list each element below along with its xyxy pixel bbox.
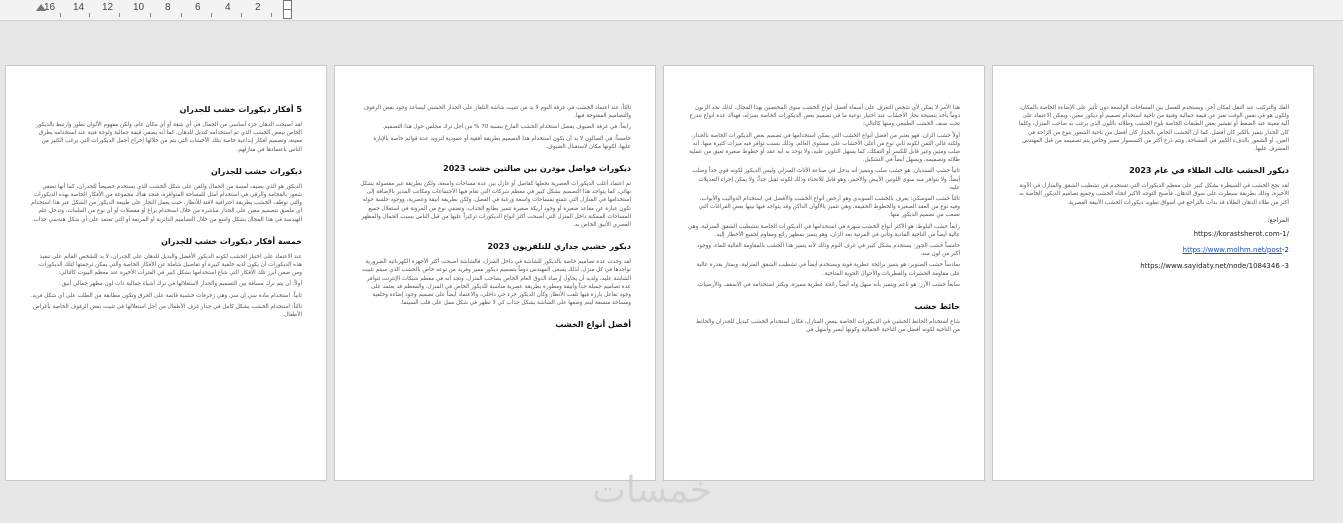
section-heading: ديكور الخشب غالب الطلاء في عام 2023 xyxy=(1129,166,1289,176)
ruler-number: 16 xyxy=(44,2,56,13)
horizontal-ruler[interactable] xyxy=(0,0,1343,21)
paragraph: ثالثاً: استخدام الخشب بشكل كامل في جدار غرف الأطفال من أجل استغلالها في تثبيت بعض الرفوف الخاصة بأغراض الأطفال. xyxy=(32,303,302,319)
paragraph: الديكور هو الذي يضيف لمسة من الجمال والفن على شكل الخشب الذي يستخدم خصيصاً للجدران، كما أنها تضفي شعور بالفخامة والرقي في استخدام أمثل للمساحة المتوافرة، فنجد هناك مجموعة من الأفكار الخاصة بهذه الديكورات والتي توظف الخشب بطريقة احترافية لافتة للأنظار، حيث يعمل النجار على طبيعة الديكور من الشكل عبر هذا استخدام أي ملصق بتصميم معين على الجدار مباشرة من خلال استخدام براغ أو مفصلات أو أي نوع من الملبنات، وتدخل علم الهندسة في هذا المجال بشكل واسع من خلال التصاميم الدائرية أو المربعة أو التي تعتمد على أي شكل هندسي جذاب. xyxy=(31,183,302,223)
reference-link[interactable]: https://www.molhm.net/post xyxy=(1182,245,1283,254)
ruler-number: 10 xyxy=(133,2,145,13)
paragraph: شاع استخدام الحائط الخشبي في الديكورات الخاصة ببعض المنازل، فكان استخدام الخشب كبديل للجدران والحائط من الناحية لكونه أفضل من الناحية الجمالية وكونها أيسر وأسهل في xyxy=(695,319,960,334)
paragraph: رابعاً خشب البلوط: هو الأكثر أنواع الخشب شهرة في استخدامها في الديكورات الخاصة بتشطيب الشقق المنزلية، وهي عالية أيضاً من الناحية المادية وتأتي في المرتبة بعد الزان، وهو يتميز بمظهر رائع ومقاوم لجميع الأخطار إليه. xyxy=(688,223,960,238)
reference-number: -2 xyxy=(1282,245,1289,254)
section-heading: ديكورات خشب للجدران xyxy=(211,166,302,176)
section-heading: حائط خشب xyxy=(914,302,960,312)
section-heading: خمسة أفكار ديكورات خشب للجدران xyxy=(161,236,302,246)
section-heading: ديكورات فواصل مودرن بين صالتين خشب 2023 xyxy=(443,164,631,174)
section-heading: أفضل أنواع الخشب xyxy=(555,320,631,330)
document-page-4[interactable] xyxy=(5,65,327,481)
document-page-1[interactable] xyxy=(992,65,1314,481)
paragraph: سادساً خشب الصنوبر: هو يتميز برائحة عطرية قوية ويستخدم أيضاً في تشطيب الشقق المنزلية، ويمتاز بقدرة عالية على مقاومة الحشرات والفطريات والأحوال الجوية المناخية. xyxy=(696,262,960,277)
paragraph: عند الاعتماد على اختيار الخشب لكونه الديكور الأفضل والبديل للدهان على الجدران، لا بد للشخص القائم على تنفيذ هذه الديكورات أن يكون لديه خلفية كبيرة أو تفاصيل شاملة عن الأفكار الخاصة والتي يمكن ترجمتها لتلك الديكورات، ومن ضمن أبرز تلك الأفكار التي شاع استخدامها بشكل كبير في الفترات الأخيرة عند معظم البيوت كالتالي: xyxy=(37,253,302,277)
paragraph: رابعاً: في غرفة الضيوف يفضل استخدام الخشب الفارغ بنسبة 70 % من أجل ترك مجلس حول هذا التصميم. xyxy=(382,124,631,131)
reference-entry: https://korastsherot.com-1/ xyxy=(1193,229,1289,238)
paragraph: لقد نجح الخشب في السيطرة بشكل كبير على معظم الديكورات التي تستخدم في تشطيب الشقق والمنازل في الآونة الأخيرة، وذلك بطريقة سيطرت على سوق الدهان، فأصبح التوجه الأكبر اتجاه الخشب وجميع تصاميم الديكور الخاصة به أكثر من طلاء الدهان الطلاء قد بدأت بالتراجع في أسواق تطويد ديكورات الخشب الأنيقة العصرية. xyxy=(1019,183,1289,206)
watermark-logo: خمسات xyxy=(592,470,713,511)
paragraph: سابعاً خشب الأرز: هو ناعم ويتميز بأنه سهل وله أيضاً رائحة عطرية مميزة، ويكثر استخدامه في الأسقف والأرضيات. xyxy=(696,281,960,288)
document-page-2[interactable] xyxy=(663,65,985,481)
document-page-3[interactable] xyxy=(334,65,656,481)
paragraph: ثالثاً خشب الموسكي: يعرف بالخشب السويدي وهو أرخص أنواع الخشب والأفضل في استخدام الدواليب والأبواب، وفيه نوع من العقد الصغيرة والخطوط الخفيفة، وهي تتميز بالألوان الداكن وقد يتواجد فيها بينها بعض الفراغات التي تصعب من تصميم الديكور منها. xyxy=(698,196,960,219)
paragraph: ثانياً خشب السنديان: هو خشب صلب ويتميز أنه يدخل في صناعة الأثاث المنزلي وليس الديكور لكونه قوي جداً وصلب أيضاً، ولا يتوافر منه سوى اللونين الأبيض والأحمر، وهو قابل للانحناء وذلك لكونه ثقيل جداً، ولا يمكن إجراء التعديلات عليه. xyxy=(692,168,960,191)
ruler-number: 2 xyxy=(255,2,261,13)
reference-entry xyxy=(1017,242,1289,258)
right-indent-marker-icon[interactable] xyxy=(283,0,292,19)
ruler-number: 4 xyxy=(225,2,231,13)
ruler-number: 12 xyxy=(102,2,114,13)
paragraph: أولاً: أن يتم ترك مسافة بين التصميم والجدار لاستغلالها في ترك أشياء جمالية ذات لون مظهر جمالي أنيق. xyxy=(59,281,302,288)
paragraph: لقد أصبحت الدهان جزء أساسي من الجمال في أي شقة أو أي مكان عام، ولكن مفهوم الألوان تطور وارتبط بالديكور الخاص ببعض الخشب الذي تم استخدامه كبديل للدهان، كما أنه يضفي قيمة جمالية ولوحة فنية عند استخدامه بطرق معينة، وتصميم أفكار إبداعية خاصة بتلك الأخشاب التي يتم من خلالها إخراج أجمل الديكورات التي يرغب الكثير من الناس باعتمادها في منازلهم. xyxy=(36,122,302,153)
ruler-number: 6 xyxy=(195,2,201,13)
ruler-number: 8 xyxy=(165,2,171,13)
reference-entry: https://www.sayidaty.net/node/1084346 -3 xyxy=(1140,261,1289,270)
references-title: المراجع: xyxy=(1267,216,1289,224)
document-workspace[interactable] xyxy=(0,21,1343,523)
paragraph: خامساً: في الصالون لا بد أن يكون استخدام هذا التصميم بطريقة أفقية أو عمودية لتزويد عدة قوائم خاصة بالإنارة عليها، لكونها مكان لاستقبال الضيوف. xyxy=(373,135,631,150)
section-heading: 5 أفكار ديكورات خشب للجدران xyxy=(179,105,302,114)
section-heading: ديكور خشبي جداري للتلفزيون 2023 xyxy=(487,242,631,252)
paragraph: الفك والتركيب عند النقل لمكان آخر، ويستخدم للفصل بين المساحات الواسعة دون تأثير على الإضاءة الخاصة بالمكان، ولكون هو في نفس الوقت تعبر عن قيمة جمالية وفنية من ناحية استخدام تصميم أو ديكور معين، ويمكن الاعتماد على آلية معينة عند الضغط أو تقشير بعض الطبقات الخاصة بلوح الخشب وطلائه باللون الذي يرغب به صاحب المنزل، وكلما كان الجدار يتميز بالكبر كان أفضل، كما أن الخشب الخاص بالجدار كان أفضل من ناحية الشعور بنوع من الراحة في العين، أو الشعور بالدفء الكبير في المساحة، ويتم ذرج أكثر من اكسسوار مميز وخاص يتم تصميمه من قبل المهندس المشرف عليها. xyxy=(1018,105,1289,153)
paragraph: أولاً خشب الزان: فهو يعتبر من أفضل أنواع الخشب التي يمكن استخدامها في تصميم بعض الديكورات الخاصة بالجدار، ولكنه غالي الثمن لكونه ثاني نوع من أغلى الأخشاب على مستوى العالم، وذلك بسبب توافر فيه ميزات كثيرة منها: أنه صلب ومتين وغير قابل للكسر أو التفكك، كما يسهل التلوين عليه، ولا توجد به أية عقد أو خطوط صغيرة تعيق من عملية طلائه وتصميمه، ويسهل أيضاً في التشكيل. xyxy=(689,132,960,164)
paragraph: خامساً خشب الجوز: يستخدم بشكل كبير في غرف النوم وذلك لأنه يتميز هذا الخشب بالمقاومة العالية للماء، ووجود أكثر من لون منه. xyxy=(696,243,960,258)
paragraph: لقد وجدت عدة تصاميم خاصة بالديكور للشاشة في داخل المنزل، فالشاشة أصبحت أكثر الأجهزة الكهربائية الضرورية تواجدها في كل منزل، لذلك يسعى المهندس دوماً بتصميم ديكور مميز وفريد من نوعه خاص بالخشب الذي سيتم تثبيت الشاشة عليه، ولديه أن يحاول إرضاء الذوق العام الخاص بصاحب المنزل، وتجد أنه في معظم شبكات الإنترنت تتوافر عدة تصاميم جميلة جداً وأنيقة ومطورة بطريقة عصرية مناسبة للديكور الخاص في المنزل، والمعظم قد يعتمد على وجود تفاعل بارزة فيها تلفت الأنظار وكأن الديكور جزء حي داخلي، والاعتماد أيضاً على تصميم وجود إضاءة وخلفية ومساحة متسعة ليتم وضعها على الشاشة بشكل جذاب كي لا تظهر في شكل ممل على قلب السينما. xyxy=(361,259,631,307)
paragraph: تم اعتماد أغلب الديكورات العصرية بجعلها كفاصل أو عازل بين عدة مساحات واسعة، ولكن بطريقة غير مفصولة بشكل نهائي، كما يتواجد هذا التصميم بشكل كبير في معظم شركات التي تقام فيها الاجتماعات ومكاتب المدير بالإضافة إلى استخدامها في المنازل التي تتمتع بمساحات واسعة ورغبة في الفصل، ولكن بطريقة أنيقة وعصرية، ووجود حلسة حوله تكون عبارة عن مقاعد صغيرة أو وجود أريكة صغيرة تتميز بطابع الجذاب، وتضفي نوع من المرونة في استغلال جميع المساحات الممكنة داخل المنزل التي أصبحت أكثر أنواع الديكورات تركيزاً عليها من قبل الناس بسبب الجمال والمظهر العصري الأنيق الخاص به. xyxy=(360,181,631,229)
paragraph: ثانياً: استخدام مادة سي إن سي وهي زخرفات خشبية قائمة على الحرق وتكون مطابقة من الطلب على أي شكل فريد. xyxy=(30,292,302,299)
ruler-number: 14 xyxy=(73,2,85,13)
paragraph: هذا الأمر لا يمكن لأي شخص التعرف على أسماء أفضل أنواع الخشب سوى المختصين بهذا المجال، لذلك نجد الزبون دوماً يأخذ بنصيحة نجار الأخشاب عند اختيار نوعية ما في تصميم بعض الديكورات الخاصة بمنزله، فهناك عدة أنواع تندرج تحت صنف الخشب الطبيعي ومنها كالتالي: xyxy=(689,105,960,128)
paragraph: ثالثاً: عند اعتماد الخشب في غرفة النوم لا بد من تثبيت شاشة التلفاز على الجدار الخشبي ليساعد وجود بعض الرفوف والتصاميم المفتوحة فيها. xyxy=(363,105,631,120)
